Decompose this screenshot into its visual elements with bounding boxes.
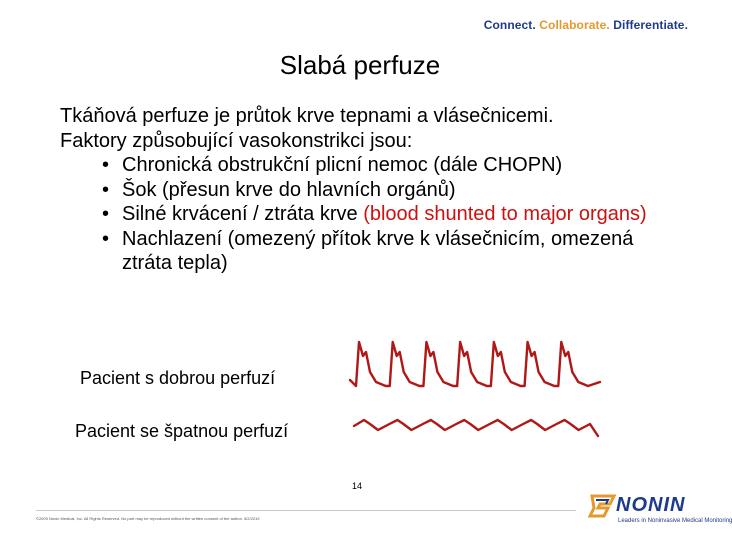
tagline-differentiate: Differentiate.: [613, 18, 688, 32]
slide-title: Slabá perfuze: [279, 50, 441, 80]
list-item: [60, 202, 680, 227]
poor-perfusion-waveform-line: [354, 420, 598, 436]
list-item-note: (blood shunted to major organs): [363, 203, 647, 225]
intro-line-2: Faktory způsobující vasokonstrikci jsou:: [60, 129, 413, 152]
poor-perfusion-waveform: [352, 412, 602, 438]
copyright-text: ©2009 Nonin Medical, Inc. All Rights Reserved. No part may be reproduced without the written consent of the author. 5/2/2019: [36, 516, 260, 521]
logo-wordmark: NONIN: [616, 494, 686, 516]
bullet-icon: •: [102, 154, 110, 176]
good-perfusion-waveform: [348, 336, 604, 392]
bullet-icon: •: [102, 227, 110, 250]
tagline-collaborate: Collaborate.: [539, 18, 610, 32]
footer-divider: [36, 510, 576, 511]
good-perfusion-waveform-line: [350, 342, 600, 386]
list-item-text: Nachlazení (omezený přítok krve k vlásečnicím, omezená ztráta tepla): [122, 227, 634, 274]
list-item-text: Šok (přesun krve do hlavních orgánů): [122, 178, 456, 201]
intro-line-1: Tkáňová perfuze je průtok krve tepnami a vlásečnicemi.: [60, 105, 554, 127]
list-item-text: Silné krvácení / ztráta krve: [122, 203, 364, 225]
tagline: [484, 18, 688, 32]
factor-list: [60, 153, 680, 276]
nonin-logo-mark-icon: [588, 492, 618, 520]
poor-perfusion-label: Pacient se špatnou perfuzí: [75, 421, 289, 441]
list-item: [60, 153, 680, 178]
good-perfusion-label: Pacient s dobrou perfuzí: [80, 368, 276, 388]
tagline-connect: Connect.: [483, 18, 536, 32]
logo-subtext: Leaders in Noninvasive Medical Monitoring: [618, 518, 732, 524]
bullet-icon: •: [102, 203, 110, 225]
list-item-text: Chronická obstrukční plicní nemoc (dále CHOPN): [122, 154, 563, 176]
list-item: [60, 178, 680, 203]
list-item: [60, 227, 680, 276]
page-number: 14: [352, 481, 363, 491]
slide-body: [60, 104, 680, 276]
bullet-icon: •: [102, 178, 110, 201]
nonin-logo: [588, 492, 732, 532]
